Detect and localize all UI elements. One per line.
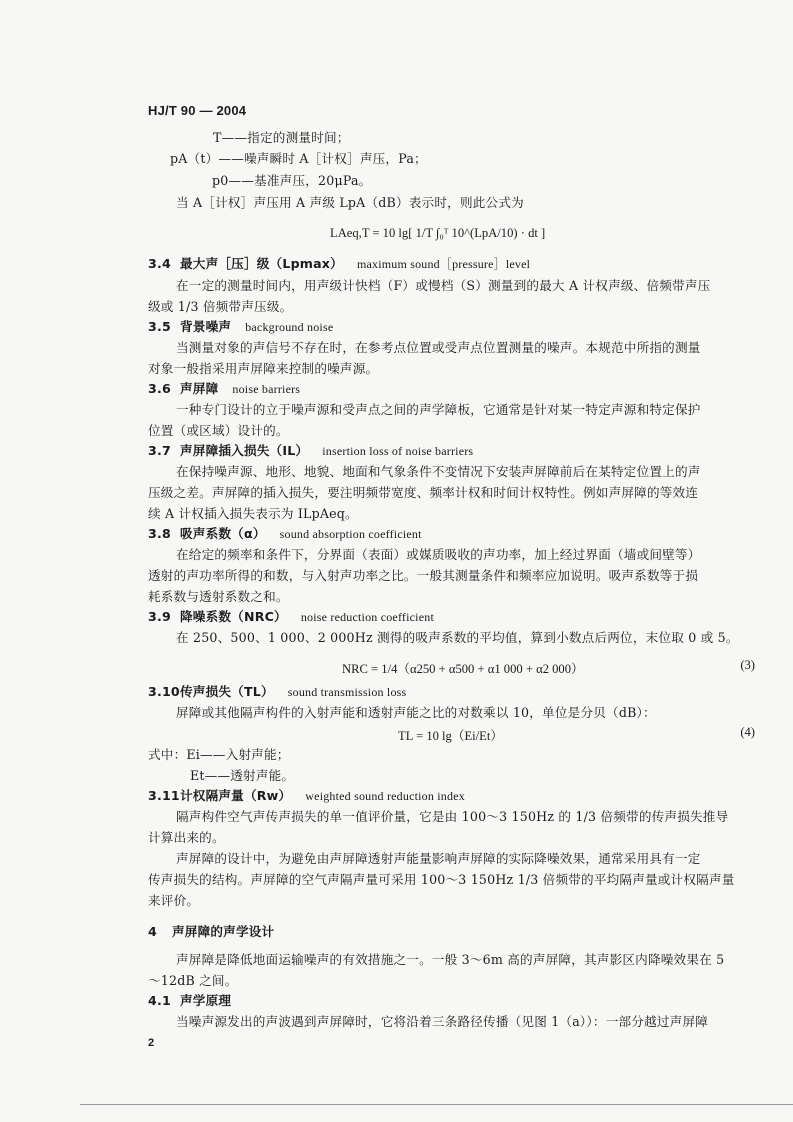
equation-number: (3) [740, 658, 755, 672]
def-p0: p0——基准声压，20μPa。 [212, 173, 372, 188]
formula-laeq: LAeq,T = 10 lg[ 1/T ∫₀ᵀ 10^(LpA/10) · dt ] [330, 226, 546, 240]
section-heading-3-6: 3.6 声屏障 noise barriers [148, 381, 301, 396]
paragraph-line: 计算出来的。 [148, 830, 225, 845]
paragraph-line: 屏障或其他隔声构件的入射声能和透射声能之比的对数乘以 10，单位是分贝（dB）： [176, 705, 656, 720]
section-heading-3-5: 3.5 背景噪声 background noise [148, 319, 334, 334]
section-heading-3-7: 3.7 声屏障插入损失（IL） insertion loss of noise barriers [148, 443, 474, 458]
paragraph-line: 级或 1/3 倍频带声压级。 [148, 299, 293, 314]
paragraph-line: 耗系数与透射系数之和。 [148, 589, 289, 604]
standard-code: HJ/T 90 — 2004 [148, 103, 247, 118]
section-heading-4-1: 4.1 声学原理 [148, 993, 232, 1008]
paragraph-line: 续 A 计权插入损失表示为 ILpAeq。 [148, 506, 358, 521]
paragraph-line: 当测量对象的声信号不存在时，在参考点位置或受声点位置测量的噪声。本规范中所指的测量 [176, 340, 701, 355]
section-heading-3-9: 3.9 降噪系数（NRC） noise reduction coefficient [148, 609, 434, 624]
paragraph-line: 一种专门设计的立于噪声源和受声点之间的声学障板，它通常是针对某一特定声源和特定保护 [176, 402, 701, 417]
where-line: Et——透射声能。 [190, 768, 295, 783]
paragraph-line: 传声损失的结构。声屏障的空气声隔声量可采用 100～3 150Hz 1/3 倍频带的平均隔声量或计权隔声量 [148, 872, 735, 887]
where-line: 式中：Ei——入射声能； [148, 747, 290, 762]
def-pA: pA（t）——噪声瞬时 A［计权］声压，Pa； [170, 151, 427, 166]
paragraph-line: ～12dB 之间。 [148, 973, 238, 988]
section-heading-4: 4 声屏障的声学设计 [148, 924, 275, 939]
paragraph-line: 透射的声功率所得的和数，与入射声功率之比。一般其测量条件和频率应加说明。吸声系数等于损 [148, 568, 699, 583]
paragraph-line: 位置（或区域）设计的。 [148, 423, 289, 438]
paragraph-line: 在保持噪声源、地形、地貌、地面和气象条件不变情况下安装声屏障前后在某特定位置上的声 [176, 464, 701, 479]
paragraph-line: 来评价。 [148, 893, 200, 908]
paragraph-line: 声屏障是降低地面运输噪声的有效措施之一。一般 3～6m 高的声屏障，其声影区内降噪效果在 5 [176, 952, 725, 967]
paragraph-line: 隔声构件空气声传声损失的单一值评价量，它是由 100～3 150Hz 的 1/3 倍频带的传声损失推导 [176, 809, 729, 824]
equation-number: (4) [740, 725, 755, 739]
formula-nrc: NRC = 1/4（α250 + α500 + α1 000 + α2 000） [342, 662, 584, 676]
paragraph-line: 在一定的测量时间内，用声级计快档（F）或慢档（S）测量到的最大 A 计权声级、倍频带声压 [176, 278, 711, 293]
paragraph-line: 声屏障的设计中，为避免由声屏障透射声能量影响声屏障的实际降噪效果，通常采用具有一定 [176, 851, 701, 866]
formula-tl: TL = 10 lg（Ei/Et） [398, 729, 503, 743]
paragraph-line: 在给定的频率和条件下，分界面（表面）或媒质吸收的声功率，加上经过界面（墙或间壁等） [176, 547, 701, 562]
paragraph-line: 在 250、500、1 000、2 000Hz 测得的吸声系数的平均值，算到小数点后两位，末位取 0 或 5。 [176, 630, 739, 645]
paragraph-line: 对象一般指采用声屏障来控制的噪声源。 [148, 361, 379, 376]
paragraph-line: 压级之差。声屏障的插入损失，要注明频带宽度、频率计权和时间计权特性。例如声屏障的等效连 [148, 485, 699, 500]
section-heading-3-11: 3.11计权隔声量（Rw） weighted sound reduction index [148, 788, 465, 803]
footer-rule [80, 1104, 793, 1105]
section-heading-3-8: 3.8 吸声系数（α） sound absorption coefficient [148, 526, 422, 541]
def-T: T——指定的测量时间； [213, 130, 350, 145]
page-number: 2 [148, 1037, 155, 1049]
section-heading-3-4: 3.4 最大声［压］级（Lpmax） maximum sound［pressure］level [148, 256, 531, 271]
paragraph-line: 当噪声源发出的声波遇到声屏障时，它将沿着三条路径传播（见图 1（a））：一部分越过声屏障 [176, 1014, 709, 1029]
section-heading-3-10: 3.10传声损失（TL） sound transmission loss [148, 684, 407, 699]
formula-intro: 当 A［计权］声压用 A 声级 LpA（dB）表示时，则此公式为 [176, 195, 524, 210]
